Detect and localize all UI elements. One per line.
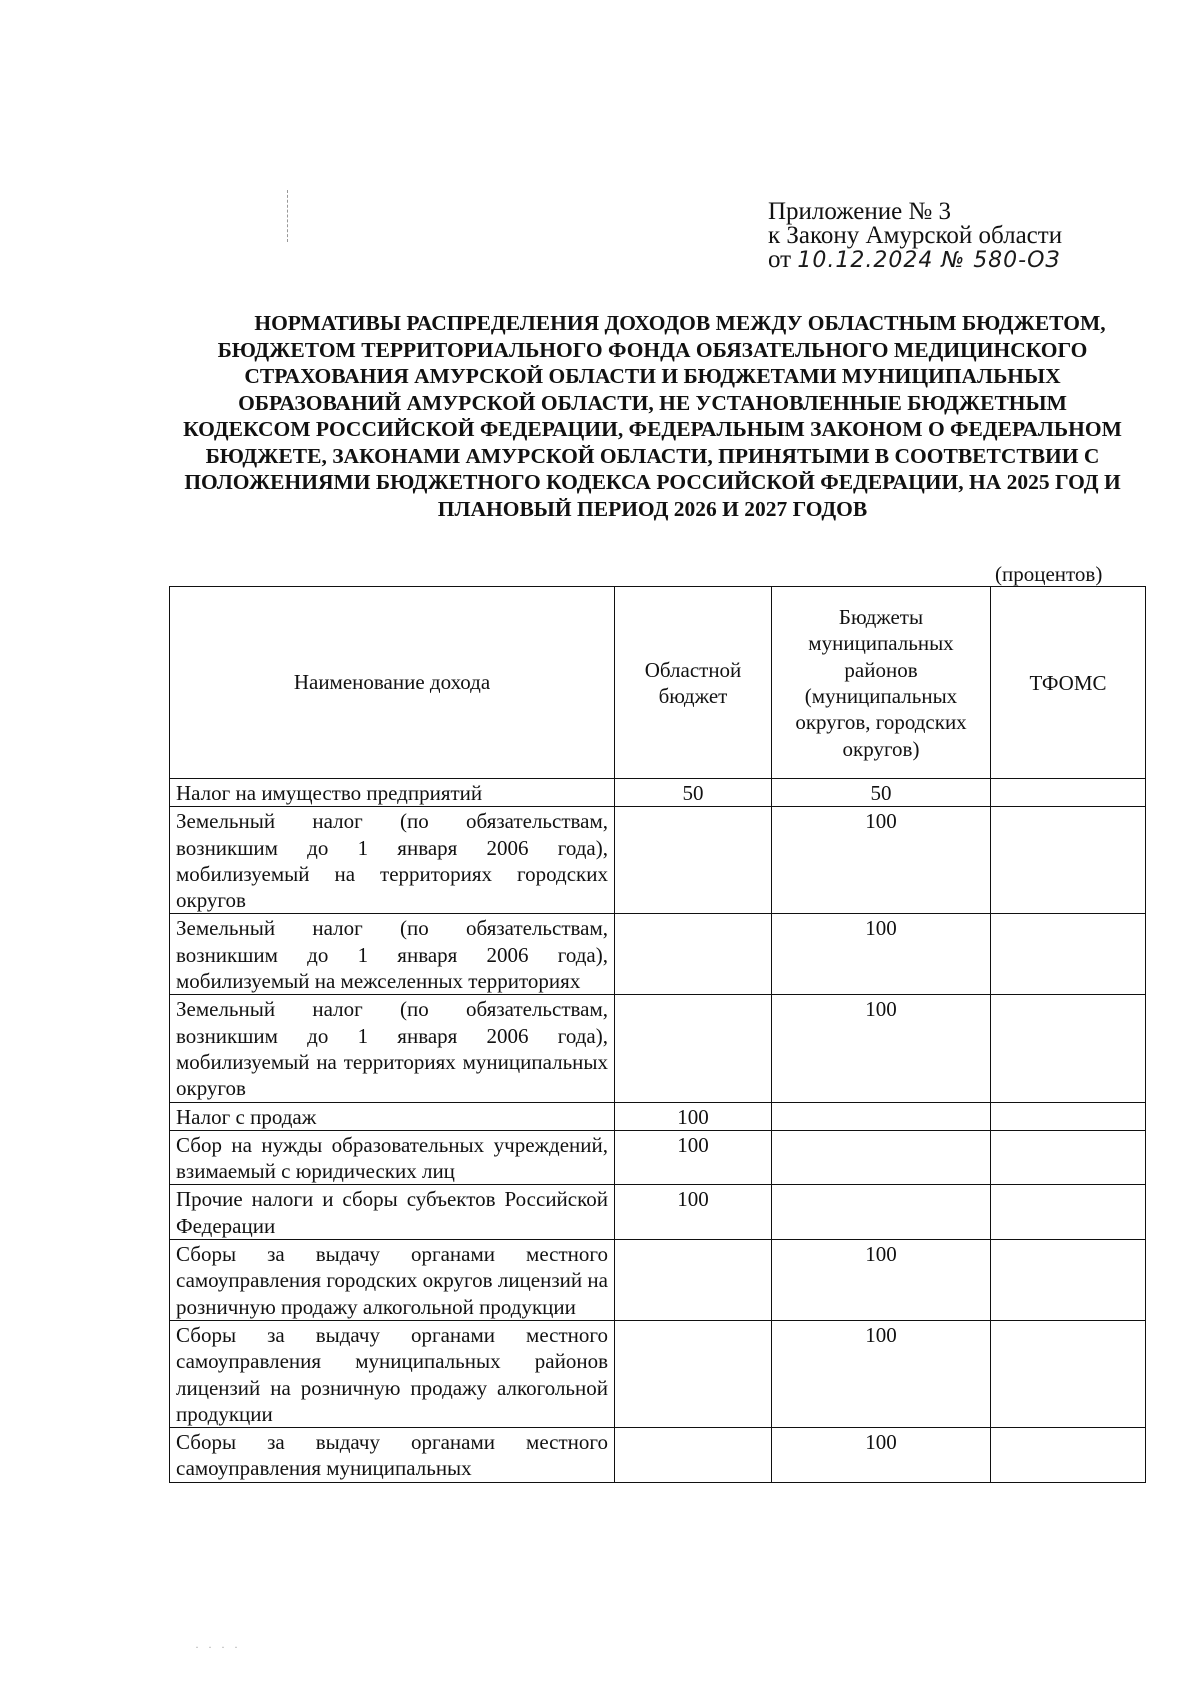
revenue-name-cell: Прочие налоги и сборы субъектов Российской Федерации	[170, 1185, 615, 1240]
regional-value-cell: 100	[615, 1185, 772, 1240]
tfoms-value-cell	[991, 1428, 1146, 1483]
table-row	[170, 1102, 1146, 1130]
revenue-name-cell: Сборы за выдачу органами местного самоуправления муниципальных районов лицензий на розничную продажу алкогольной продукции	[170, 1320, 615, 1427]
tfoms-value-cell	[991, 995, 1146, 1102]
tfoms-value-cell	[991, 1102, 1146, 1130]
appendix-date-prefix: от	[768, 246, 792, 273]
table-row	[170, 914, 1146, 995]
municipal-value-cell	[772, 1130, 991, 1185]
municipal-value-cell: 100	[772, 914, 991, 995]
header-tfoms: ТФОМС	[991, 587, 1146, 779]
header-revenue-name: Наименование дохода	[170, 587, 615, 779]
revenue-norms-table	[169, 586, 1146, 1483]
appendix-reference	[768, 200, 1062, 273]
revenue-name-cell: Налог на имущество предприятий	[170, 779, 615, 807]
table-row	[170, 1130, 1146, 1185]
regional-value-cell	[615, 914, 772, 995]
regional-value-cell: 50	[615, 779, 772, 807]
table-row	[170, 1185, 1146, 1240]
table-row	[170, 1320, 1146, 1427]
document-title: НОРМАТИВЫ РАСПРЕДЕЛЕНИЯ ДОХОДОВ МЕЖДУ ОБЛАСТНЫМ БЮДЖЕТОМ, БЮДЖЕТОМ ТЕРРИТОРИАЛЬНОГО ФОНДА ОБЯЗАТЕЛЬНОГО МЕДИЦИНСКОГО СТРАХОВАНИЯ АМУРСКОЙ ОБЛАСТИ И БЮДЖЕТАМИ МУНИЦИПАЛЬНЫХ ОБРАЗОВАНИЙ АМУРСКОЙ ОБЛАСТИ, НЕ УСТАНОВЛЕННЫЕ БЮДЖЕТНЫМ КОДЕКСОМ РОССИЙСКОЙ ФЕДЕРАЦИИ, ФЕДЕРАЛЬНЫМ ЗАКОНОМ О ФЕДЕРАЛЬНОМ БЮДЖЕТЕ, ЗАКОНАМИ АМУРСКОЙ ОБЛАСТИ, ПРИНЯТЫМИ В СООТВЕТСТВИИ С ПОЛОЖЕНИЯМИ БЮДЖЕТНОГО КОДЕКСА РОССИЙСКОЙ ФЕДЕРАЦИИ, НА 2025 ГОД И ПЛАНОВЫЙ ПЕРИОД 2026 И 2027 ГОДОВ	[183, 311, 1122, 521]
regional-value-cell: 100	[615, 1130, 772, 1185]
regional-value-cell: 100	[615, 1102, 772, 1130]
revenue-name-cell: Земельный налог (по обязательствам, возникшим до 1 января 2006 года), мобилизуемый на межселенных территориях	[170, 914, 615, 995]
appendix-number: Приложение № 3	[768, 198, 952, 225]
municipal-value-cell: 100	[772, 995, 991, 1102]
revenue-name-cell: Сбор на нужды образовательных учреждений, взимаемый с юридических лиц	[170, 1130, 615, 1185]
tfoms-value-cell	[991, 914, 1146, 995]
table-row	[170, 807, 1146, 914]
table-row	[170, 995, 1146, 1102]
revenue-name-cell: Земельный налог (по обязательствам, возникшим до 1 января 2006 года), мобилизуемый на территориях муниципальных округов	[170, 995, 615, 1102]
revenue-name-cell: Сборы за выдачу органами местного самоуправления городских округов лицензий на розничную продажу алкогольной продукции	[170, 1240, 615, 1321]
municipal-value-cell: 50	[772, 779, 991, 807]
revenue-name-cell: Сборы за выдачу органами местного самоуправления муниципальных	[170, 1428, 615, 1483]
regional-value-cell	[615, 1320, 772, 1427]
tfoms-value-cell	[991, 807, 1146, 914]
header-municipal-budgets: Бюджеты муниципальных районов (муниципальных округов, городских округов)	[772, 587, 991, 779]
scan-artifact-dots: · · · ·	[195, 1640, 241, 1654]
tfoms-value-cell	[991, 1240, 1146, 1321]
tfoms-value-cell	[991, 1130, 1146, 1185]
appendix-law-reference: к Закону Амурской области	[768, 222, 1063, 249]
municipal-value-cell	[772, 1102, 991, 1130]
table-row	[170, 1428, 1146, 1483]
municipal-value-cell: 100	[772, 1428, 991, 1483]
tfoms-value-cell	[991, 779, 1146, 807]
municipal-value-cell: 100	[772, 1240, 991, 1321]
units-note: (процентов)	[995, 562, 1103, 586]
revenue-name-cell: Земельный налог (по обязательствам, возникшим до 1 января 2006 года), мобилизуемый на территориях городских округов	[170, 807, 615, 914]
tfoms-value-cell	[991, 1185, 1146, 1240]
table-row	[170, 1240, 1146, 1321]
scan-artifact-line	[287, 190, 289, 242]
table-header-row	[170, 587, 1146, 779]
appendix-date-line	[768, 248, 1062, 273]
municipal-value-cell: 100	[772, 807, 991, 914]
tfoms-value-cell	[991, 1320, 1146, 1427]
regional-value-cell	[615, 1240, 772, 1321]
regional-value-cell	[615, 995, 772, 1102]
municipal-value-cell	[772, 1185, 991, 1240]
regional-value-cell	[615, 1428, 772, 1483]
handwritten-date-number: 10.12.2024 № 580-ОЗ	[797, 248, 1061, 273]
revenue-name-cell: Налог с продаж	[170, 1102, 615, 1130]
header-regional-budget: Областной бюджет	[615, 587, 772, 779]
table-row	[170, 779, 1146, 807]
municipal-value-cell: 100	[772, 1320, 991, 1427]
regional-value-cell	[615, 807, 772, 914]
